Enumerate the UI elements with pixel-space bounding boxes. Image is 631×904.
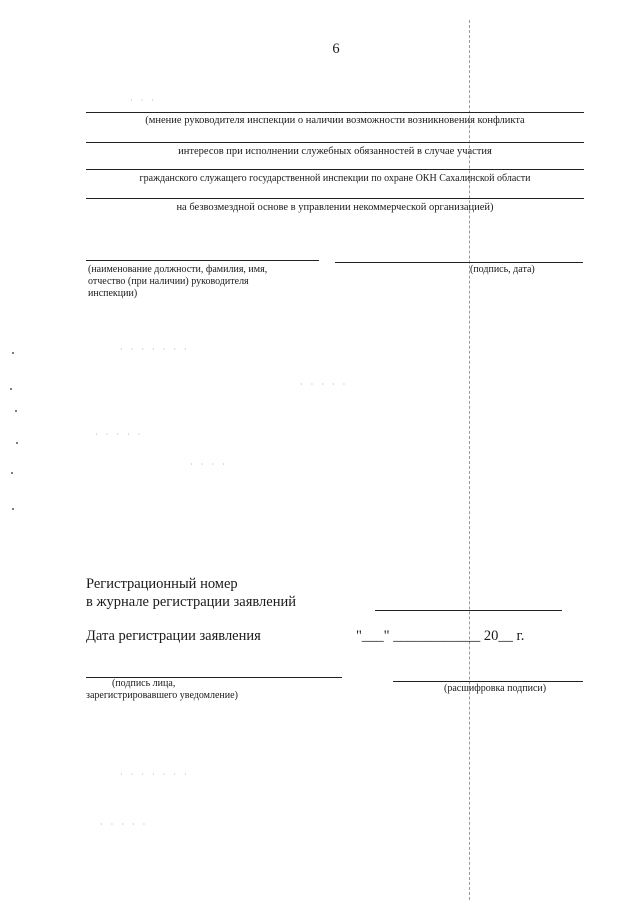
scan-noise: · · · · bbox=[190, 460, 228, 469]
scan-speck bbox=[11, 472, 13, 474]
registrar-sign-caption-line: зарегистрировавшего уведомление) bbox=[86, 690, 238, 701]
registration-date-label: Дата регистрации заявления bbox=[86, 628, 261, 644]
date-month-blank[interactable]: ____________ bbox=[393, 628, 481, 644]
date-year-suffix: г. bbox=[516, 628, 525, 644]
scan-noise: · · · · · bbox=[100, 820, 149, 829]
head-name-caption-line: инспекции) bbox=[88, 288, 138, 299]
scan-speck bbox=[12, 352, 14, 354]
registrar-sign-caption bbox=[86, 678, 342, 702]
scan-speck bbox=[12, 508, 14, 510]
registration-number-line[interactable] bbox=[375, 610, 562, 611]
registrar-decode-caption: (расшифровка подписи) bbox=[444, 683, 547, 694]
head-name-caption-line: (наименование должности, фамилия, имя, bbox=[88, 264, 268, 275]
scan-noise: · · · · · bbox=[300, 380, 349, 389]
opinion-caption-4: на безвозмездной основе в управлении некоммерческой организацией) bbox=[176, 202, 494, 213]
opinion-line-3 bbox=[86, 169, 584, 170]
scan-noise: · · · · · · · bbox=[120, 770, 190, 779]
registration-number-label-2: в журнале регистрации заявлений bbox=[86, 594, 296, 610]
registrar-decode-line[interactable] bbox=[393, 681, 583, 682]
opinion-line-4 bbox=[86, 198, 584, 199]
scan-noise: · · · · · bbox=[95, 430, 144, 439]
scan-speck bbox=[16, 442, 18, 444]
date-day-blank[interactable]: ___ bbox=[361, 628, 384, 644]
scan-speck bbox=[10, 388, 12, 390]
date-year-prefix: 20 bbox=[483, 628, 499, 644]
scan-noise: · · · · · · · bbox=[120, 345, 190, 354]
opinion-line-2 bbox=[86, 142, 584, 143]
opinion-caption-3: гражданского служащего государственной инспекции по охране ОКН Сахалинской области bbox=[139, 173, 531, 184]
head-name-caption bbox=[88, 264, 318, 300]
head-name-line bbox=[86, 260, 319, 261]
date-quote-close: " bbox=[383, 628, 390, 644]
scan-speck bbox=[15, 410, 17, 412]
page-number: 6 bbox=[332, 41, 340, 57]
scan-noise: · · · bbox=[130, 96, 157, 105]
head-name-caption-line: отчество (при наличии) руководителя bbox=[88, 276, 249, 287]
head-sign-line bbox=[335, 262, 583, 263]
registrar-sign-caption-line: (подпись лица, bbox=[112, 678, 176, 689]
registration-date-field[interactable] bbox=[356, 627, 524, 645]
head-sign-caption: (подпись, дата) bbox=[470, 264, 535, 275]
date-quote-open: " bbox=[356, 628, 362, 644]
registration-number-label-1: Регистрационный номер bbox=[86, 576, 238, 592]
opinion-caption-2: интересов при исполнении служебных обязанностей в случае участия bbox=[178, 146, 492, 157]
opinion-caption-1: (мнение руководителя инспекции о наличии возможности возникновения конфликта bbox=[145, 115, 525, 126]
opinion-line-1 bbox=[86, 112, 584, 113]
date-year-blank[interactable]: __ bbox=[498, 628, 513, 644]
